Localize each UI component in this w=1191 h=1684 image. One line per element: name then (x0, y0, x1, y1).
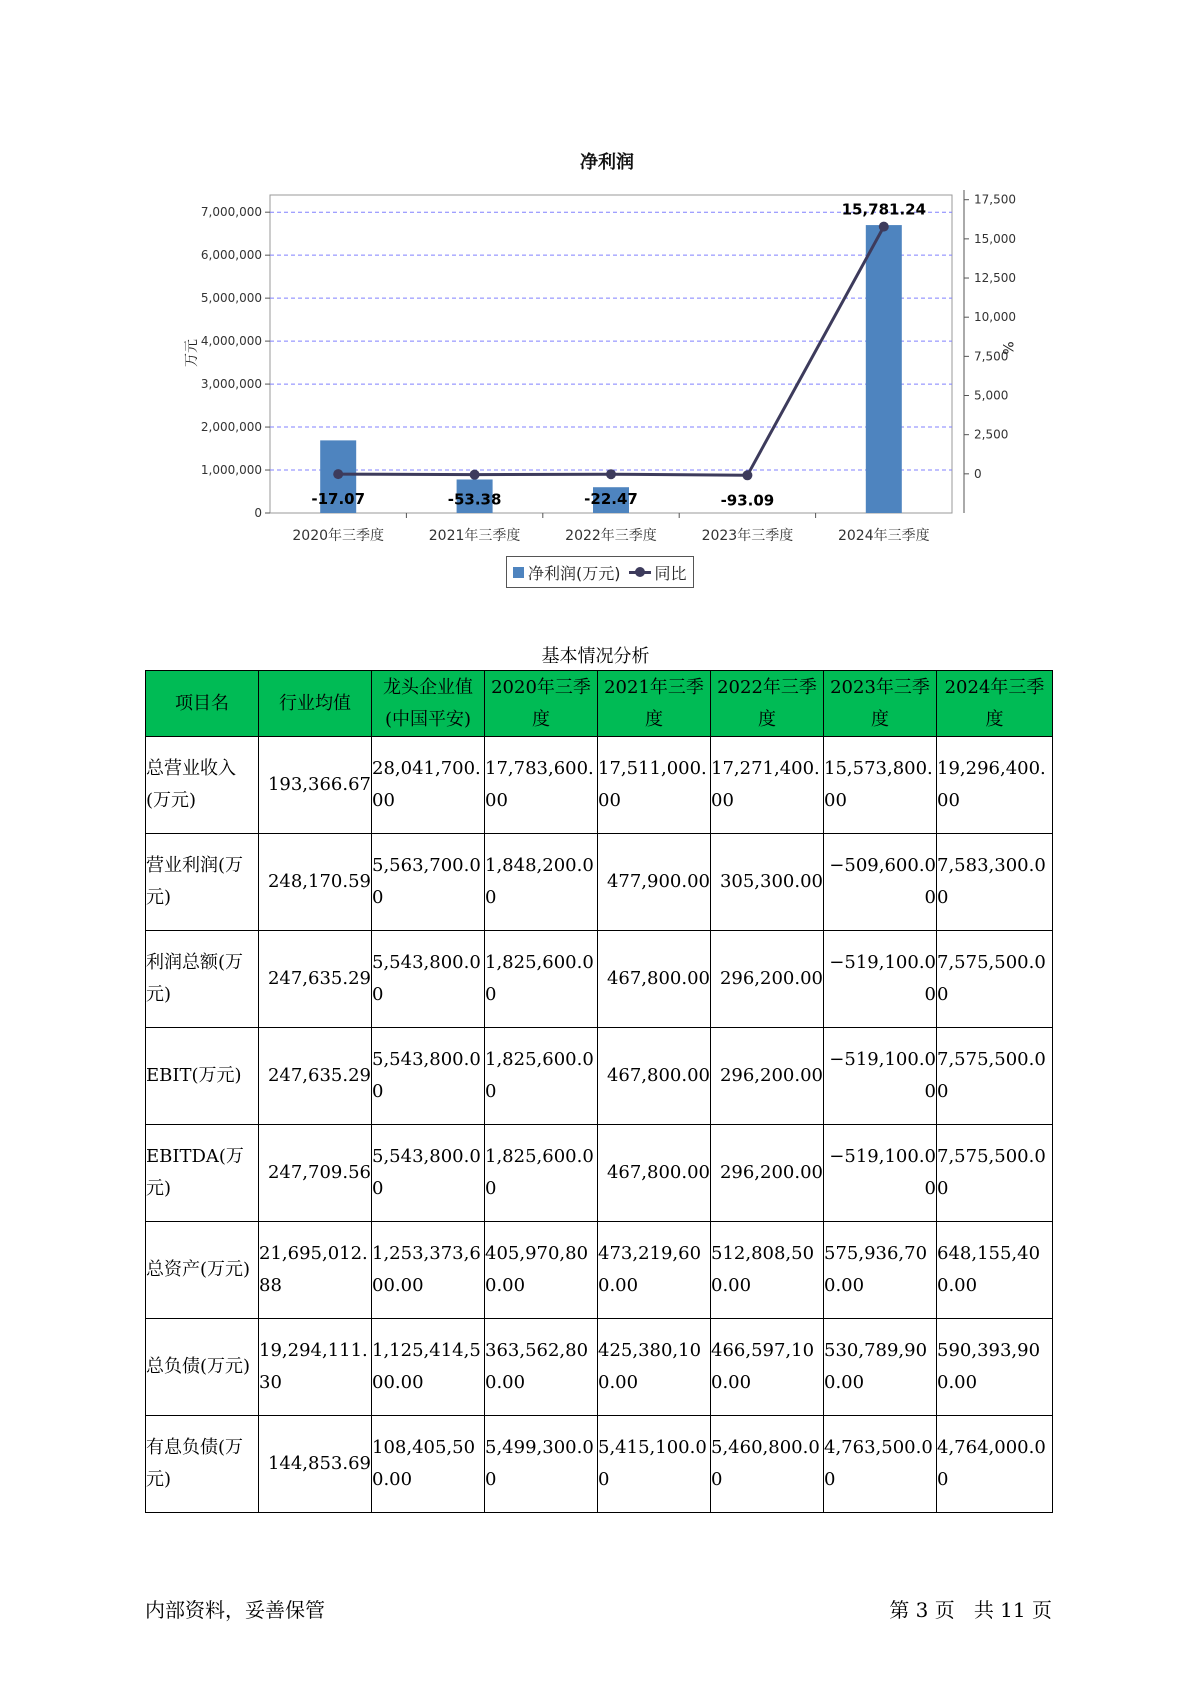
table-caption: 基本情况分析 (541, 646, 650, 667)
yoy-point (333, 469, 343, 479)
yoy-point (470, 470, 480, 480)
value-cell: 193,366.67 (259, 737, 372, 834)
value-cell: 108,405,500.00 (372, 1416, 485, 1513)
table-row (146, 1222, 1053, 1319)
value-cell: 296,200.00 (711, 1028, 824, 1125)
value-cell: 21,695,012.88 (259, 1222, 372, 1319)
legend-item-line (629, 561, 687, 584)
value-cell: 305,300.00 (711, 834, 824, 931)
header-cell: 项目名 (146, 671, 259, 737)
value-cell: 466,597,100.00 (711, 1319, 824, 1416)
footer-confidential-note: 内部资料，妥善保管 (145, 1598, 325, 1622)
table-row (146, 1319, 1053, 1416)
value-cell: 5,563,700.00 (372, 834, 485, 931)
header-cell: 2022年三季度 (711, 671, 824, 737)
value-cell: 5,415,100.00 (598, 1416, 711, 1513)
yoy-point (742, 470, 752, 480)
value-cell: 248,170.59 (259, 834, 372, 931)
data-label: -17.07 (311, 490, 366, 509)
value-cell: 425,380,100.00 (598, 1319, 711, 1416)
value-cell: 512,808,500.00 (711, 1222, 824, 1319)
value-cell: 5,460,800.00 (711, 1416, 824, 1513)
x-tick-label: 2023年三季度 (701, 528, 794, 544)
value-cell: −519,100.00 (824, 1125, 937, 1222)
value-cell: 247,635.29 (259, 931, 372, 1028)
y2-tick-label: 5,000 (974, 388, 1009, 403)
value-cell: 5,543,800.00 (372, 1125, 485, 1222)
row-label-cell: 总资产(万元) (146, 1222, 259, 1319)
y-tick-label: 1,000,000 (200, 463, 262, 478)
value-cell: 247,709.56 (259, 1125, 372, 1222)
value-cell: 1,825,600.00 (485, 931, 598, 1028)
value-cell: 5,543,800.00 (372, 1028, 485, 1125)
data-label: 15,781.24 (841, 200, 927, 219)
x-tick-label: 2020年三季度 (292, 528, 385, 544)
chart-canvas (0, 0, 1191, 600)
value-cell: 477,900.00 (598, 834, 711, 931)
value-cell: 17,271,400.00 (711, 737, 824, 834)
row-label-cell: EBITDA(万元) (146, 1125, 259, 1222)
header-cell: 2020年三季度 (485, 671, 598, 737)
data-label: -93.09 (720, 491, 775, 510)
value-cell: 4,764,000.00 (937, 1416, 1053, 1513)
y-tick-label: 0 (254, 506, 262, 520)
bar (866, 225, 902, 513)
value-cell: −519,100.00 (824, 1028, 937, 1125)
value-cell: −509,600.00 (824, 834, 937, 931)
net-profit-chart (0, 0, 1191, 600)
header-cell: 龙头企业值(中国平安) (372, 671, 485, 737)
x-tick-label: 2024年三季度 (837, 528, 930, 544)
row-label-cell: 营业利润(万元) (146, 834, 259, 931)
header-cell: 2024年三季度 (937, 671, 1053, 737)
y-tick-label: 7,000,000 (200, 205, 262, 220)
footer-page-number: 第 3 页 共 11 页 (889, 1598, 1052, 1622)
legend-bar-swatch (513, 567, 524, 578)
value-cell: 28,041,700.00 (372, 737, 485, 834)
legend-bar-label: 净利润(万元) (528, 563, 621, 583)
yoy-point (879, 222, 889, 232)
row-label-cell: 利润总额(万元) (146, 931, 259, 1028)
value-cell: 1,825,600.00 (485, 1125, 598, 1222)
value-cell: 7,583,300.00 (937, 834, 1053, 931)
value-cell: 590,393,900.00 (937, 1319, 1053, 1416)
analysis-table (145, 670, 1053, 1513)
header-cell: 2021年三季度 (598, 671, 711, 737)
table-row (146, 834, 1053, 931)
value-cell: 1,125,414,500.00 (372, 1319, 485, 1416)
value-cell: 7,575,500.00 (937, 931, 1053, 1028)
value-cell: 473,219,600.00 (598, 1222, 711, 1319)
value-cell: 575,936,700.00 (824, 1222, 937, 1319)
y2-tick-label: 0 (974, 466, 982, 481)
value-cell: 1,825,600.00 (485, 1028, 598, 1125)
value-cell: 19,294,111.30 (259, 1319, 372, 1416)
y-tick-label: 4,000,000 (200, 334, 262, 349)
y-tick-label: 6,000,000 (200, 248, 262, 263)
value-cell: 7,575,500.00 (937, 1125, 1053, 1222)
y-tick-label: 2,000,000 (200, 420, 262, 435)
value-cell: 530,789,900.00 (824, 1319, 937, 1416)
y2-tick-label: 12,500 (974, 271, 1016, 286)
y2-axis-label: % (999, 341, 1015, 355)
y2-tick-label: 2,500 (974, 427, 1009, 442)
value-cell: 144,853.69 (259, 1416, 372, 1513)
plot-area (270, 195, 952, 513)
value-cell: −519,100.00 (824, 931, 937, 1028)
value-cell: 17,783,600.00 (485, 737, 598, 834)
value-cell: 467,800.00 (598, 1028, 711, 1125)
legend-line-label: 同比 (654, 563, 687, 583)
value-cell: 4,763,500.00 (824, 1416, 937, 1513)
row-label-cell: 有息负债(万元) (146, 1416, 259, 1513)
value-cell: 17,511,000.00 (598, 737, 711, 834)
yoy-point (606, 469, 616, 479)
value-cell: 19,296,400.00 (937, 737, 1053, 834)
row-label-cell: 总负债(万元) (146, 1319, 259, 1416)
value-cell: 7,575,500.00 (937, 1028, 1053, 1125)
row-label-cell: EBIT(万元) (146, 1028, 259, 1125)
data-label: -53.38 (447, 490, 502, 509)
legend-line-swatch (629, 566, 651, 578)
table-row (146, 1125, 1053, 1222)
value-cell: 363,562,800.00 (485, 1319, 598, 1416)
x-tick-label: 2022年三季度 (565, 528, 657, 544)
header-cell: 2023年三季度 (824, 671, 937, 737)
value-cell: 648,155,400.00 (937, 1222, 1053, 1319)
table-row (146, 931, 1053, 1028)
table-row (146, 737, 1053, 834)
y-tick-label: 3,000,000 (200, 377, 262, 392)
table-header-row (146, 671, 1053, 737)
y2-tick-label: 17,500 (974, 192, 1016, 207)
table-row (146, 1416, 1053, 1513)
value-cell: 405,970,800.00 (485, 1222, 598, 1319)
value-cell: 5,543,800.00 (372, 931, 485, 1028)
value-cell: 467,800.00 (598, 931, 711, 1028)
value-cell: 5,499,300.00 (485, 1416, 598, 1513)
y-axis-label: 万元 (184, 339, 200, 367)
chart-legend (506, 556, 694, 588)
row-label-cell: 总营业收入(万元) (146, 737, 259, 834)
header-cell: 行业均值 (259, 671, 372, 737)
value-cell: 467,800.00 (598, 1125, 711, 1222)
table-row (146, 1028, 1053, 1125)
y2-tick-label: 15,000 (974, 231, 1016, 246)
value-cell: 1,848,200.00 (485, 834, 598, 931)
value-cell: 1,253,373,600.00 (372, 1222, 485, 1319)
data-label: -22.47 (584, 490, 638, 509)
value-cell: 15,573,800.00 (824, 737, 937, 834)
y-tick-label: 5,000,000 (200, 291, 262, 306)
chart-title: 净利润 (580, 152, 634, 173)
value-cell: 296,200.00 (711, 1125, 824, 1222)
x-tick-label: 2021年三季度 (428, 528, 521, 544)
value-cell: 296,200.00 (711, 931, 824, 1028)
value-cell: 247,635.29 (259, 1028, 372, 1125)
legend-item-bar (513, 561, 621, 584)
y2-tick-label: 7,500 (974, 349, 1009, 364)
y2-tick-label: 10,000 (974, 310, 1016, 325)
